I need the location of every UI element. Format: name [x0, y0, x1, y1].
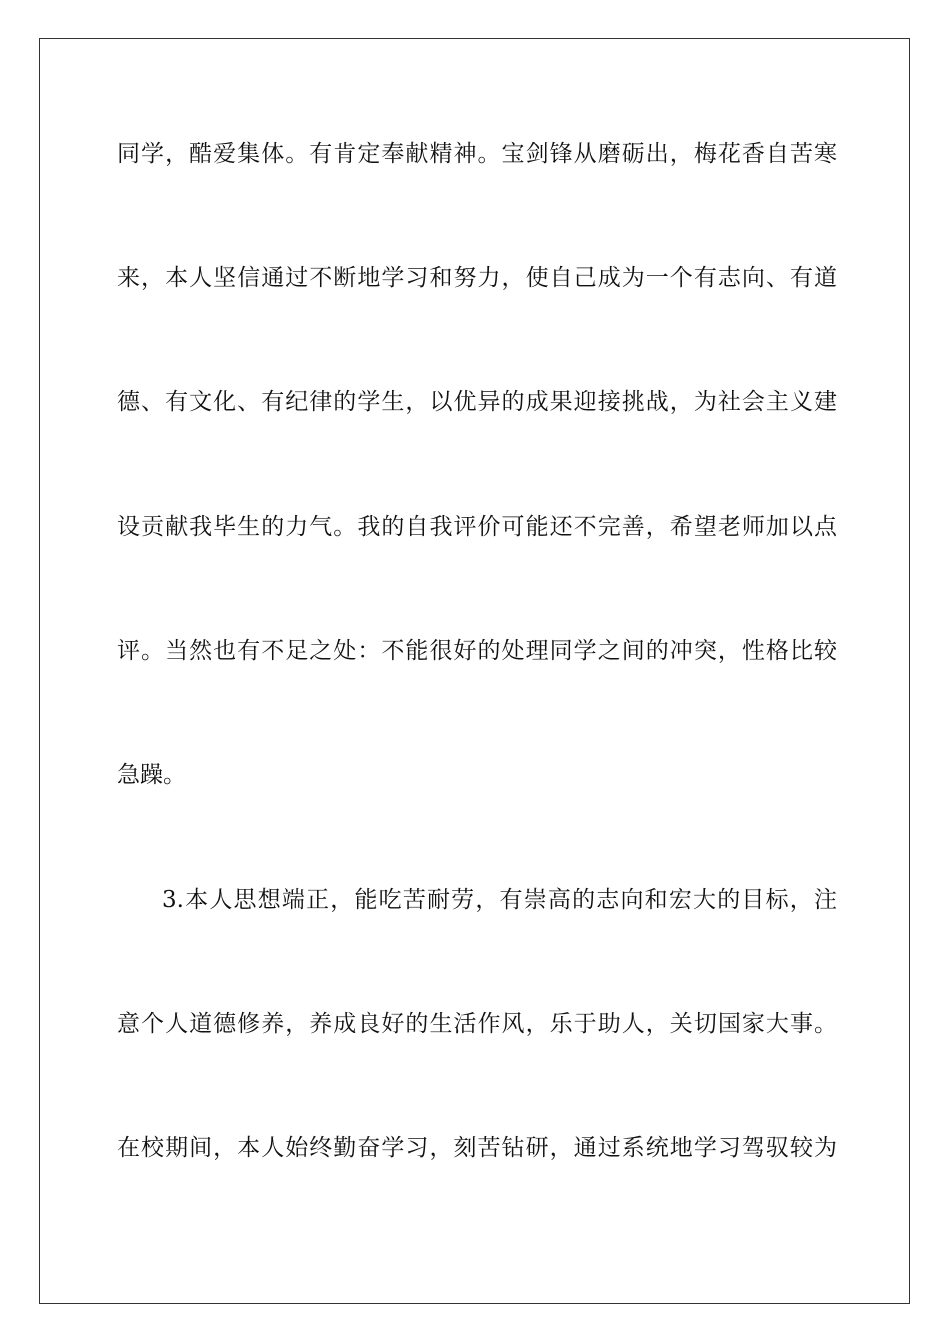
- text-line: 德、有文化、有纪律的学生，以优异的成果迎接挑战，为社会主义建: [117, 389, 837, 415]
- text-line: 设贡献我毕生的力气。我的自我评价可能还不完善，希望老师加以点: [117, 514, 837, 540]
- text-line: 同学，酷爱集体。有肯定奉献精神。宝剑锋从磨砺出，梅花香自苦寒: [117, 141, 837, 167]
- page-border: [39, 38, 910, 1304]
- text-line: 在校期间，本人始终勤奋学习，刻苦钻研，通过系统地学习驾驭较为: [117, 1135, 837, 1161]
- paragraph-3-first-line: 3.本人思想端正，能吃苦耐劳，有崇高的志向和宏大的目标，注: [162, 887, 837, 913]
- text-line: 评。当然也有不足之处：不能很好的处理同学之间的冲突，性格比较: [117, 638, 837, 664]
- text-line: 来，本人坚信通过不断地学习和努力，使自己成为一个有志向、有道: [117, 265, 837, 291]
- text-line: 意个人道德修养，养成良好的生活作风，乐于助人，关切国家大事。: [117, 1011, 837, 1037]
- text-line: 急躁。: [117, 762, 186, 788]
